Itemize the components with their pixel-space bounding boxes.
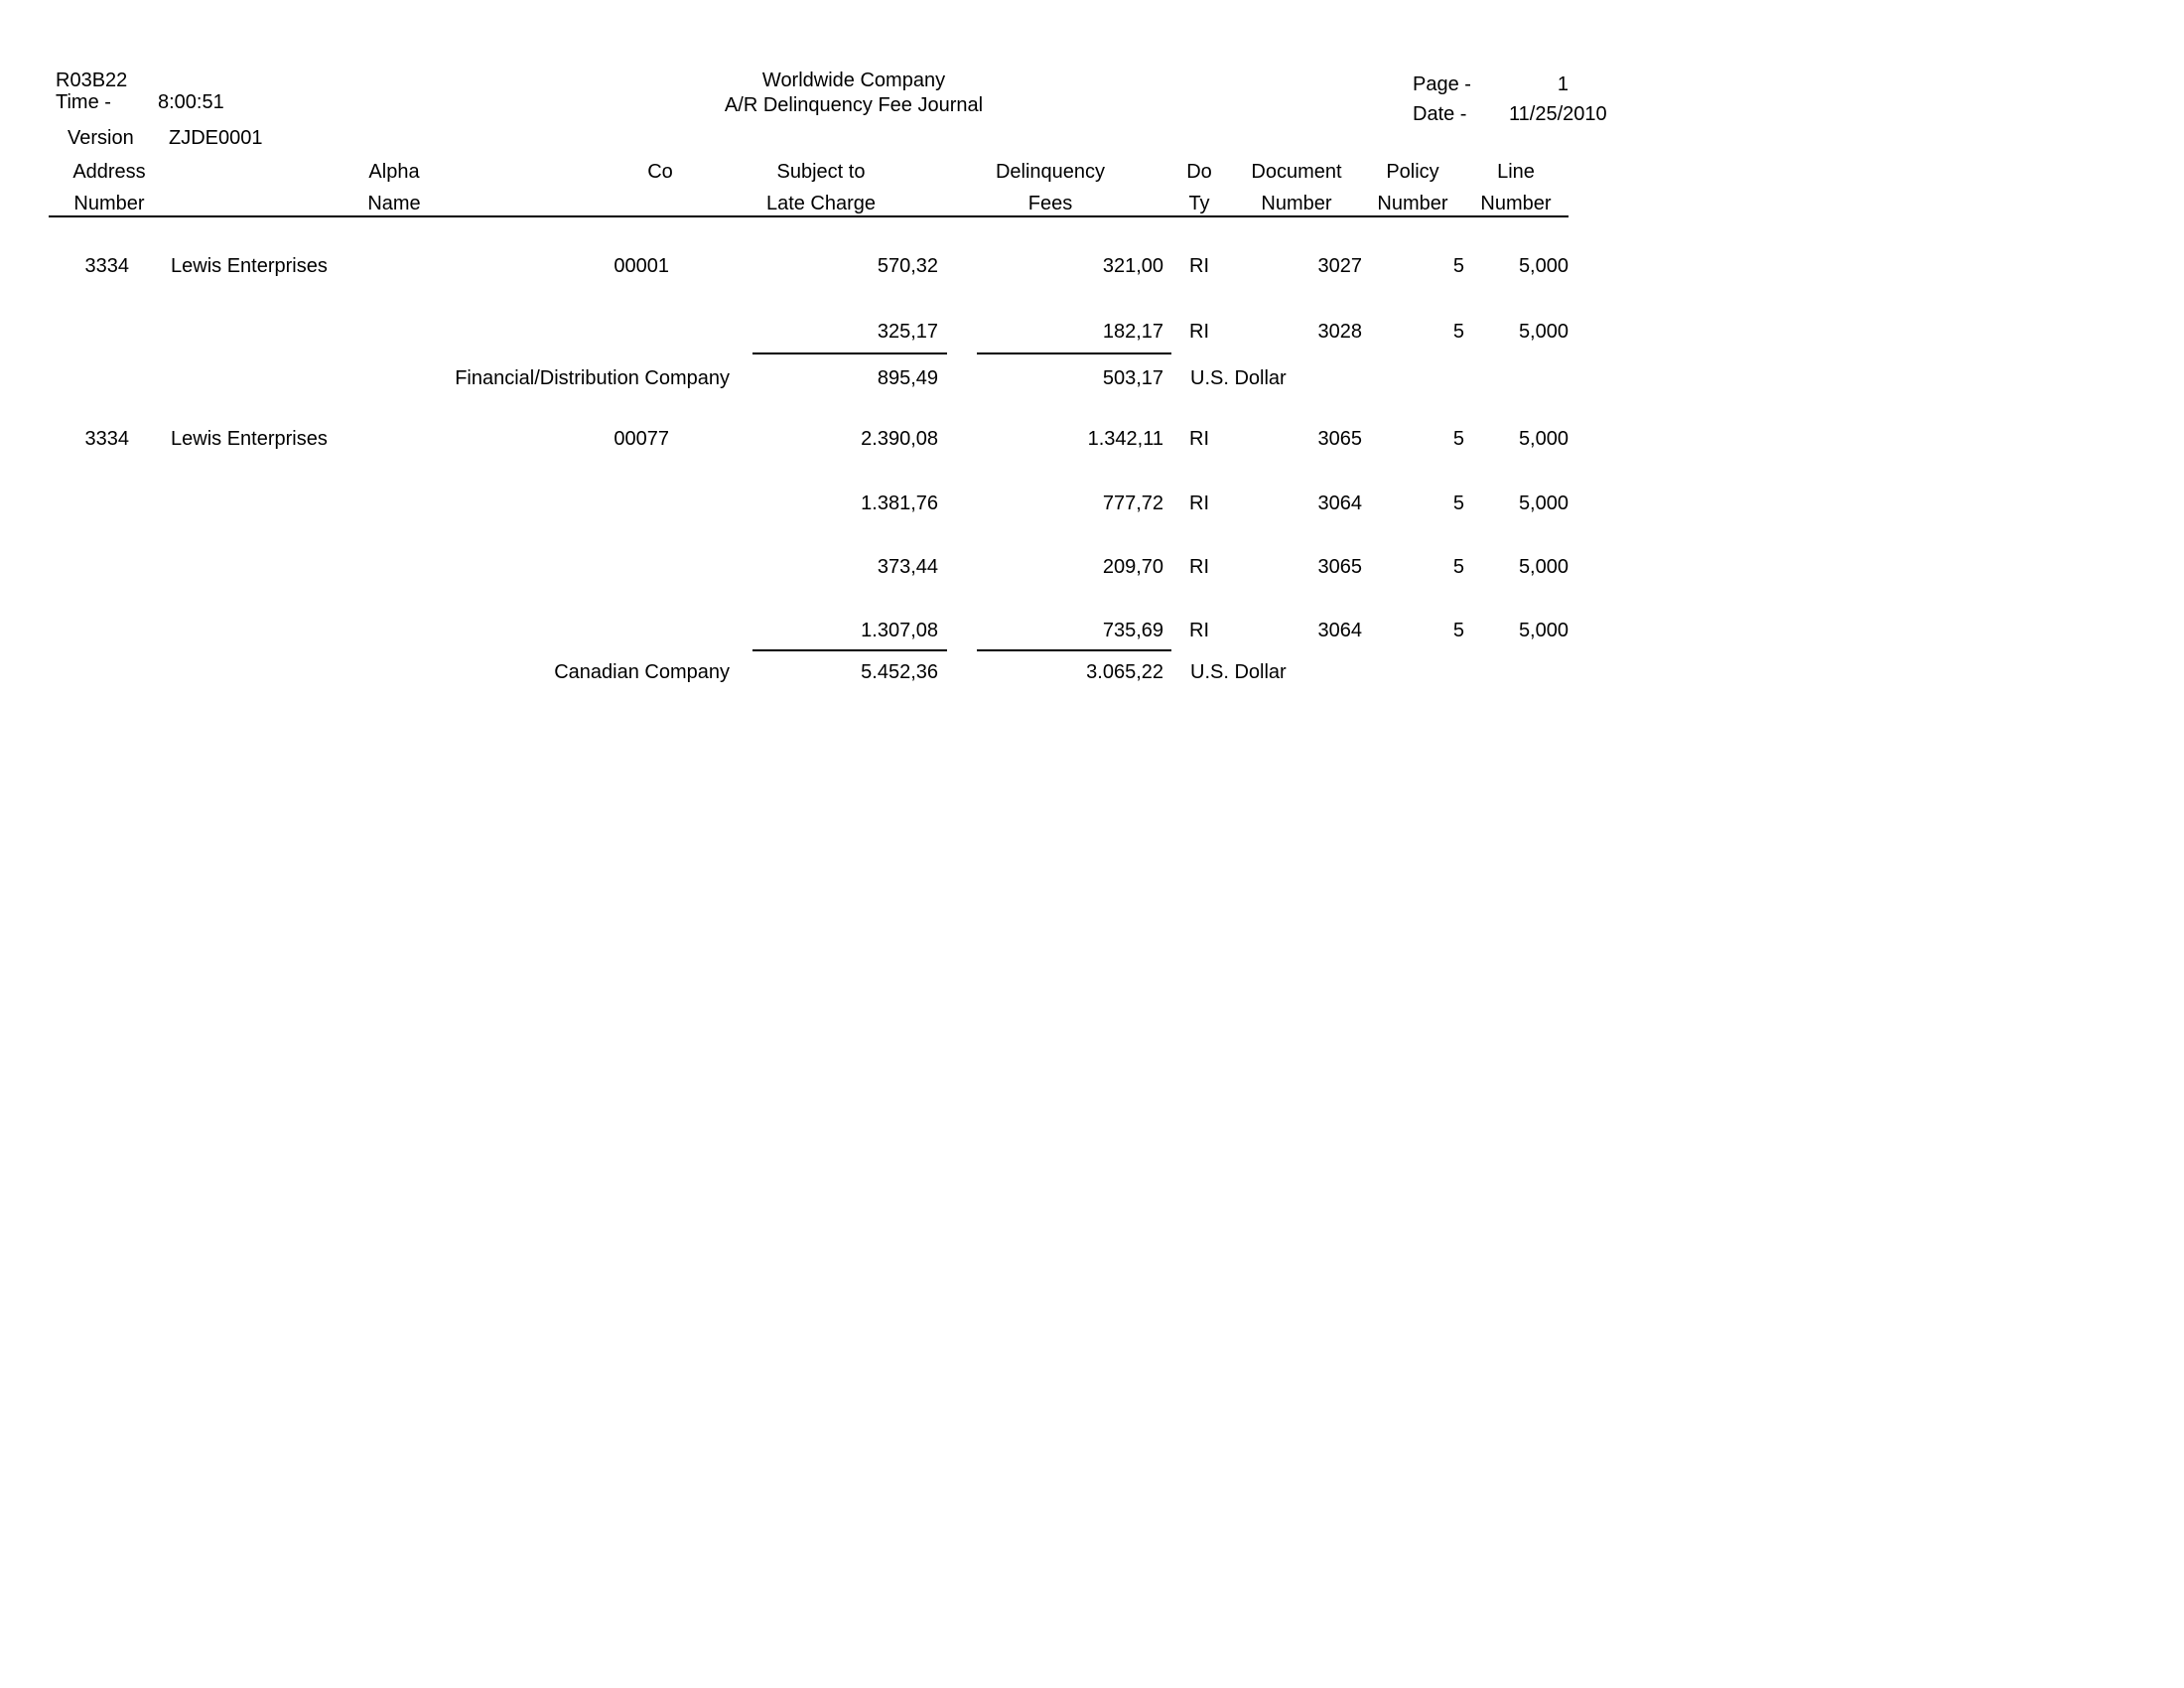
table-row (0, 620, 2184, 641)
col-header-line-number: Number (1480, 193, 1552, 214)
company-name: Worldwide Company (761, 70, 946, 91)
total-row (0, 661, 2184, 683)
doc-type-cell: RI (1189, 620, 1209, 641)
table-row (0, 321, 2184, 343)
col-header-do: Do (1186, 161, 1212, 183)
doc-type-cell: RI (1189, 321, 1209, 343)
document-number-cell: 3028 (1317, 321, 1362, 343)
doc-type-cell: RI (1189, 556, 1209, 578)
col-header-policy: Policy (1386, 161, 1439, 183)
date-label: Date - (1413, 103, 1467, 125)
line-number-cell: 5,000 (1518, 556, 1569, 578)
page-label: Page - (1413, 73, 1471, 95)
fees-cell: 182,17 (1102, 321, 1163, 343)
document-number-cell: 3064 (1317, 620, 1362, 641)
report-id: R03B22 (56, 70, 128, 91)
col-header-document-number: Number (1261, 193, 1332, 214)
document-number-cell: 3027 (1317, 255, 1362, 277)
alpha-name-cell: Lewis Enterprises (171, 428, 328, 450)
co-cell: 00001 (614, 255, 669, 277)
co-cell: 00077 (614, 428, 669, 450)
doc-type-cell: RI (1189, 428, 1209, 450)
column-header-line1 (0, 161, 2184, 183)
subject-cell: 2.390,08 (861, 428, 938, 450)
col-header-subject: Subject to (776, 161, 866, 183)
subject-cell: 325,17 (877, 321, 938, 343)
line-number-cell: 5,000 (1518, 620, 1569, 641)
total-subject: 895,49 (877, 367, 938, 389)
subtotal-underline (752, 649, 947, 651)
fees-cell: 777,72 (1102, 492, 1163, 514)
policy-number-cell: 5 (1452, 255, 1464, 277)
col-header-line: Line (1497, 161, 1535, 183)
subject-cell: 570,32 (877, 255, 938, 277)
policy-number-cell: 5 (1452, 620, 1464, 641)
col-header-alpha: Alpha (368, 161, 420, 183)
table-row (0, 492, 2184, 514)
document-number-cell: 3064 (1317, 492, 1362, 514)
col-header-fees: Fees (1027, 193, 1073, 214)
address-number-cell: 3334 (84, 255, 129, 277)
total-fees: 3.065,22 (1086, 661, 1163, 683)
total-label: Financial/Distribution Company (455, 367, 730, 389)
policy-number-cell: 5 (1452, 428, 1464, 450)
subtotal-underline (977, 352, 1171, 354)
subject-cell: 1.307,08 (861, 620, 938, 641)
total-row (0, 367, 2184, 389)
subject-cell: 1.381,76 (861, 492, 938, 514)
table-row (0, 255, 2184, 277)
header-rule (49, 215, 1569, 217)
subject-cell: 373,44 (877, 556, 938, 578)
line-number-cell: 5,000 (1518, 428, 1569, 450)
policy-number-cell: 5 (1452, 556, 1464, 578)
col-header-late-charge: Late Charge (765, 193, 877, 214)
fees-cell: 1.342,11 (1087, 428, 1163, 450)
doc-type-cell: RI (1189, 255, 1209, 277)
total-subject: 5.452,36 (861, 661, 938, 683)
fees-cell: 735,69 (1102, 620, 1163, 641)
col-header-address: Address (72, 161, 146, 183)
subtotal-underline (752, 352, 947, 354)
alpha-name-cell: Lewis Enterprises (171, 255, 328, 277)
total-currency: U.S. Dollar (1190, 367, 1287, 389)
time-value: 8:00:51 (158, 91, 224, 113)
col-header-policy-number: Number (1377, 193, 1448, 214)
column-header-line2 (0, 193, 2184, 214)
col-header-ty: Ty (1188, 193, 1210, 214)
subtotal-underline (977, 649, 1171, 651)
col-header-co: Co (647, 161, 673, 183)
table-row (0, 428, 2184, 450)
doc-type-cell: RI (1189, 492, 1209, 514)
total-fees: 503,17 (1102, 367, 1163, 389)
total-label: Canadian Company (554, 661, 730, 683)
version-value: ZJDE0001 (169, 127, 263, 149)
line-number-cell: 5,000 (1518, 321, 1569, 343)
document-number-cell: 3065 (1317, 428, 1362, 450)
document-number-cell: 3065 (1317, 556, 1362, 578)
col-header-address-number: Number (73, 193, 145, 214)
col-header-document: Document (1251, 161, 1342, 183)
version-label: Version (68, 127, 134, 149)
address-number-cell: 3334 (84, 428, 129, 450)
line-number-cell: 5,000 (1518, 255, 1569, 277)
line-number-cell: 5,000 (1518, 492, 1569, 514)
policy-number-cell: 5 (1452, 321, 1464, 343)
total-currency: U.S. Dollar (1190, 661, 1287, 683)
report-title: A/R Delinquency Fee Journal (724, 94, 984, 116)
col-header-alpha-name: Name (367, 193, 421, 214)
date-value: 11/25/2010 (1509, 103, 1607, 125)
fees-cell: 321,00 (1102, 255, 1163, 277)
page-number: 1 (1557, 73, 1569, 95)
time-label: Time - (56, 91, 111, 113)
table-row (0, 556, 2184, 578)
policy-number-cell: 5 (1452, 492, 1464, 514)
fees-cell: 209,70 (1102, 556, 1163, 578)
col-header-delinquency: Delinquency (995, 161, 1106, 183)
